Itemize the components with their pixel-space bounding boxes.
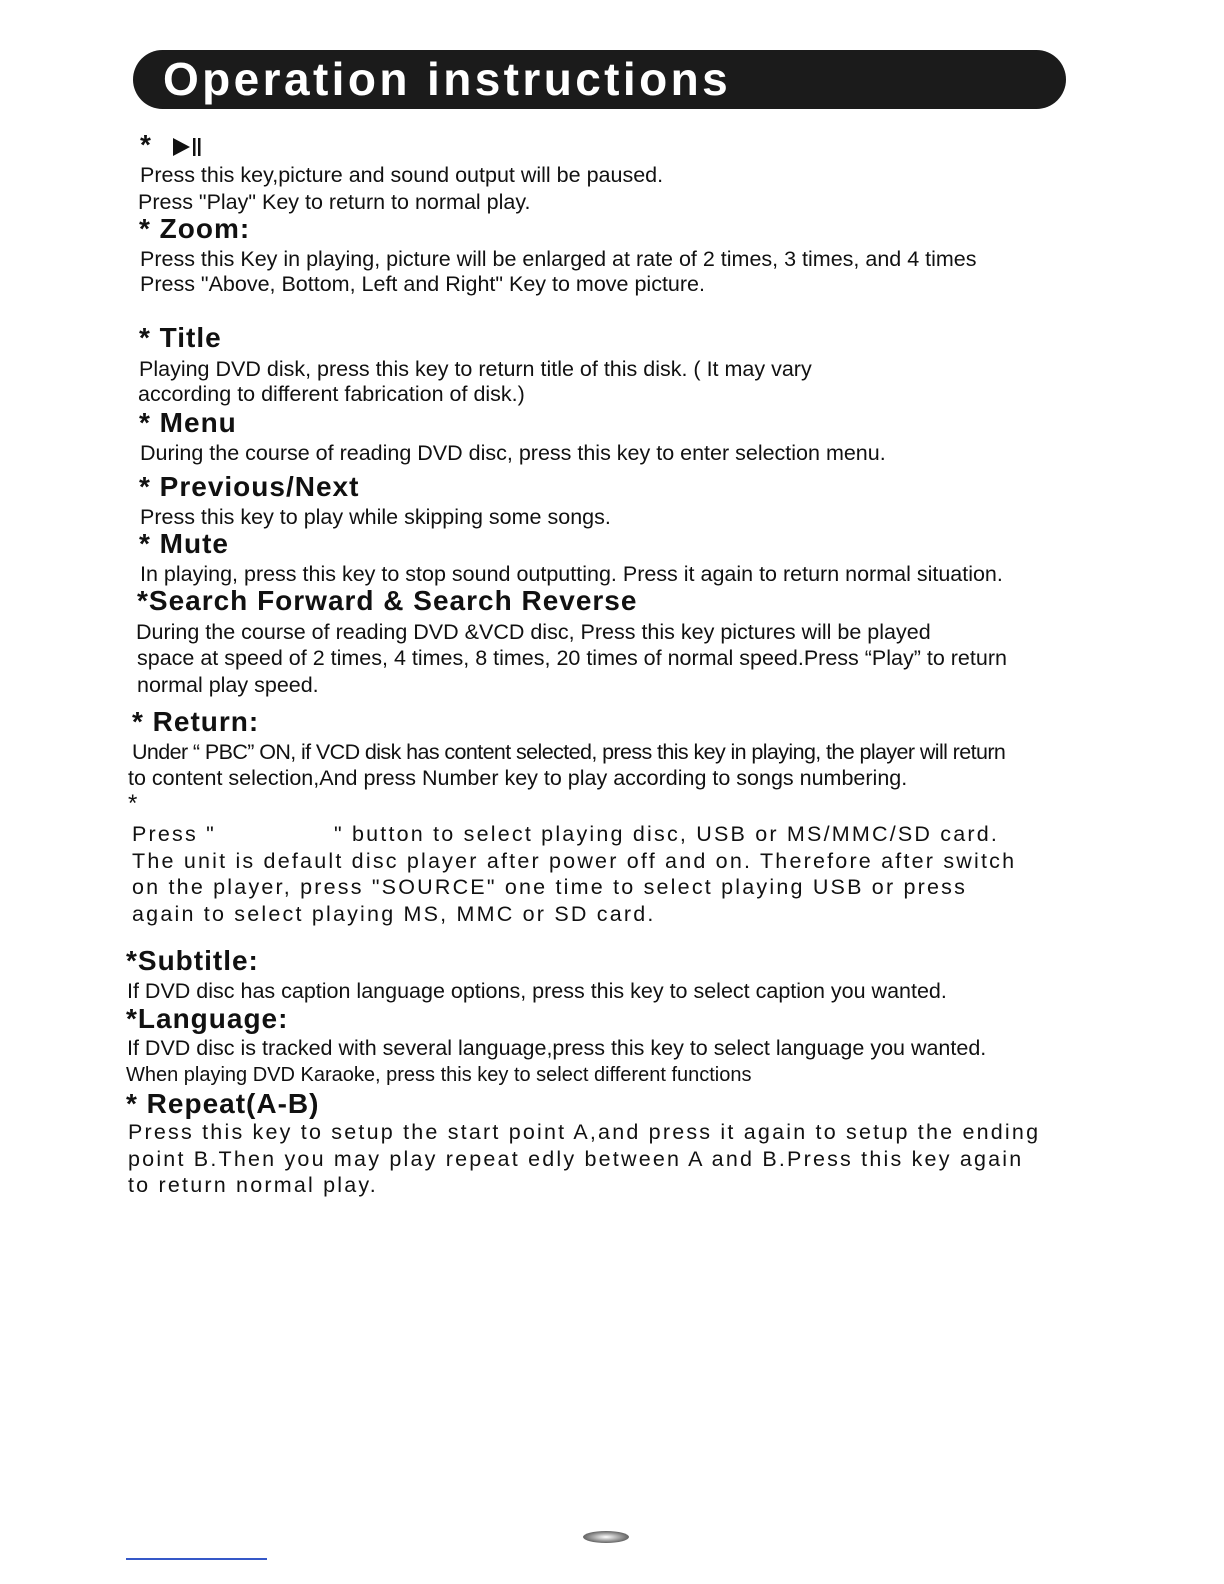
zoom-heading: * Zoom: [139, 213, 251, 244]
subtitle-heading: *Subtitle: [126, 945, 259, 976]
title-banner [133, 50, 1066, 109]
language-text-1: If DVD disc is tracked with several language,press this key to select language you wanted. [127, 1036, 987, 1060]
zoom-text-1: Press this Key in playing, picture will be enlarged at rate of 2 times, 3 times, and 4 times [140, 247, 977, 271]
menu-text-1: During the course of reading DVD disc, press this key to enter selection menu. [140, 441, 886, 465]
title-text-1: Playing DVD disk, press this key to return title of this disk. ( It may vary [139, 357, 812, 381]
source-text-1 [132, 821, 999, 847]
language-heading: *Language: [126, 1003, 289, 1034]
repeat-text-3: to return normal play. [128, 1173, 378, 1197]
zoom-text-2: Press "Above, Bottom, Left and Right" Key to move picture. [140, 272, 705, 296]
page-title: Operation instructions [163, 53, 732, 105]
repeat-text-2: point B.Then you may play repeat edly between A and B.Press this key again [128, 1147, 1024, 1171]
play-pause-text-2: Press "Play" Key to return to normal play. [138, 190, 531, 214]
source-text-3: on the player, press "SOURCE" one time to select playing USB or press [132, 875, 968, 899]
return-text-1: Under “ PBC” ON, if VCD disk has content selected, press this key in playing, the player will return [132, 740, 1006, 764]
play-pause-icon [173, 136, 203, 158]
source-text-4: again to select playing MS, MMC or SD card. [132, 902, 656, 926]
menu-heading: * Menu [139, 407, 237, 438]
previous-next-heading: * Previous/Next [139, 471, 360, 502]
title-text-2: according to different fabrication of disk.) [138, 382, 525, 406]
search-text-2: space at speed of 2 times, 4 times, 8 times, 20 times of normal speed.Press “Play” to return [137, 646, 1007, 670]
title-heading: * Title [139, 322, 222, 353]
mute-heading: * Mute [139, 528, 229, 559]
return-text-2: to content selection,And press Number key to play according to songs numbering. [128, 766, 908, 790]
search-text-3: normal play speed. [137, 673, 319, 697]
source-bullet-star: * [128, 790, 138, 817]
return-heading: * Return: [132, 706, 260, 737]
play-pause-heading [140, 130, 203, 160]
footer-rule [126, 1558, 267, 1560]
previous-next-text-1: Press this key to play while skipping some songs. [140, 505, 611, 529]
language-text-2: When playing DVD Karaoke, press this key to select different functions [126, 1064, 752, 1086]
bullet-star: * [140, 129, 151, 160]
search-text-1: During the course of reading DVD &VCD disc, Press this key pictures will be played [136, 620, 931, 644]
source-text-1-suffix: " button to select playing disc, USB or MS/MMC/SD card. [333, 822, 1000, 846]
subtitle-text-1: If DVD disc has caption language options, press this key to select caption you wanted. [127, 979, 947, 1003]
repeat-text-1: Press this key to setup the start point A,and press it again to setup the ending [128, 1120, 1041, 1144]
source-text-2: The unit is default disc player after power off and on. Therefore after switch [132, 849, 1017, 873]
search-heading: *Search Forward & Search Reverse [137, 585, 638, 616]
play-pause-text-1: Press this key,picture and sound output will be paused. [140, 163, 664, 187]
mute-text-1: In playing, press this key to stop sound outputting. Press it again to return normal situation. [140, 562, 1003, 586]
repeat-heading: * Repeat(A-B) [126, 1088, 320, 1119]
page-number-oval [583, 1531, 629, 1543]
source-text-1-prefix: Press " [132, 822, 216, 846]
